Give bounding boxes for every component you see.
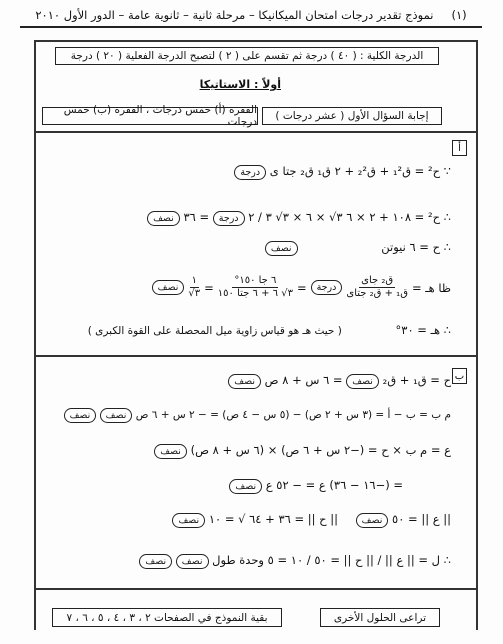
mark-badge: نصف: [64, 408, 97, 423]
part-b-line2: م ب = ب − أ = (٣ س + ٢ ص) − (٥ س − ٤ ص) = − ٢ س + ٦ ص نصف نصف: [64, 408, 451, 423]
footer-note-box: [320, 608, 440, 627]
mark-badge: نصف: [154, 444, 187, 459]
part-b-line5: || ع || = ٥٠ نصف || ح || = ٣٦ + ٦٤ √ = ١٠ نصف: [172, 512, 451, 528]
mark-badge: نصف: [356, 513, 389, 528]
part-a-line3: ∴ ح = ٦ نيوتن نصف: [265, 240, 451, 256]
mark-badge: نصف: [139, 554, 172, 569]
q1-heading-text: إجابة السؤال الأول ( عشر درجات ): [275, 110, 429, 122]
frame-left-line: [34, 40, 36, 630]
grading-note-text: الدرجة الكلية : ( ٤٠ ) درجة ثم تقسم على ( ٢ ) لتصبح الدرجة الفعلية ( ٢٠ ) درجة: [70, 50, 424, 62]
divider-line: [34, 131, 477, 133]
mark-badge: نصف: [176, 554, 209, 569]
mark-badge: نصف: [147, 211, 180, 226]
part-b-line6: ∴ ل = || ع || / || ح || = ٥٠ / ١٠ = ٥ وحدة طول نصف نصف: [139, 553, 451, 569]
footer-pages-text: بقية النموذج في الصفحات ٢ ، ٣ ، ٤ ، ٥ ، ٦ ، ٧: [66, 611, 268, 624]
part-a-line2: ∴ ح² = ١٠٨ + ٢ × ٦ ٣√ × ٦ × ٣√ ٣ / ٢ درجة = ٣٦ نصف: [147, 210, 451, 226]
mark-badge: نصف: [172, 513, 205, 528]
fraction: $\frac{\text{ق₂ جاى}}{\text{ق₁ + ق₂ جتاى}}$: [346, 275, 408, 299]
q1-parts-box: [42, 104, 258, 128]
mark-badge: نصف: [228, 374, 261, 389]
grading-note-box: [55, 47, 439, 65]
page-header: [20, 4, 482, 28]
q1-parts-text: الفقرة (أ) خمس درجات ، الفقرة (ب) خمس درجات: [63, 104, 257, 128]
page-title: نموذج تقدير درجات امتحان الميكانيكا – مرحلة ثانية – ثانوية عامة – الدور الأول ٢٠١٠: [35, 8, 434, 22]
mark-badge: درجة: [234, 165, 266, 180]
part-a-line5: ∴ هـ = ٣٠° ( حيث هـ هو قياس زاوية ميل المحصلة على القوة الكبرى ): [87, 323, 451, 337]
part-a-tag: أ: [452, 140, 467, 156]
part-a-line1: ∵ ح² = ق₁² + ق₂² + ٢ ق₁ ق₂ جتا ى درجة: [234, 164, 451, 180]
part-b-tag: ب: [452, 368, 467, 384]
fraction: $\frac{١}{٣√}$: [188, 275, 201, 299]
divider-line: [34, 355, 477, 357]
part-b-line4: = (−١٦ − ٣٦) ع = − ٥٢ ع نصف: [229, 478, 403, 494]
part-b-line1: ح = ق₁ + ق₂ نصف = ٦ س + ٨ ص نصف: [228, 373, 451, 389]
section-title: أولاً : الاستاتيكا: [199, 78, 281, 91]
mark-badge: درجة: [213, 211, 245, 226]
divider-line: [34, 588, 477, 590]
frame-top-line: [34, 40, 477, 42]
mark-badge: درجة: [311, 280, 343, 295]
mark-badge: نصف: [265, 241, 298, 256]
frame-right-line: [476, 40, 478, 630]
mark-badge: نصف: [100, 408, 133, 423]
part-a-line4: ظا هـ = $\frac{\text{ق₂ جاى}}{\text{ق₁ + ق₂ جتاى}}$ درجة = $\frac{\text{٦ جا ١٥٠°}}{\text{٣√ ٦ + ٦ جتا ١٥٠}}$ = $\frac{١}{٣√}$ نصف: [152, 275, 451, 300]
part-b-line3: ع = م ب × ح = (−٢ س + ٦ ص) × (٦ س + ٨ ص) نصف: [154, 443, 451, 459]
question-number: (١): [451, 8, 467, 22]
footer-pages-box: [52, 608, 282, 627]
mark-badge: نصف: [229, 479, 262, 494]
mark-badge: نصف: [346, 374, 379, 389]
mark-badge: نصف: [152, 280, 185, 295]
q1-heading-box: [262, 107, 442, 125]
footer-note-text: تراعى الحلول الأخرى: [333, 611, 427, 624]
fraction: $\frac{\text{٦ جا ١٥٠°}}{\text{٣√ ٦ + ٦ جتا ١٥٠}}$: [217, 275, 293, 299]
